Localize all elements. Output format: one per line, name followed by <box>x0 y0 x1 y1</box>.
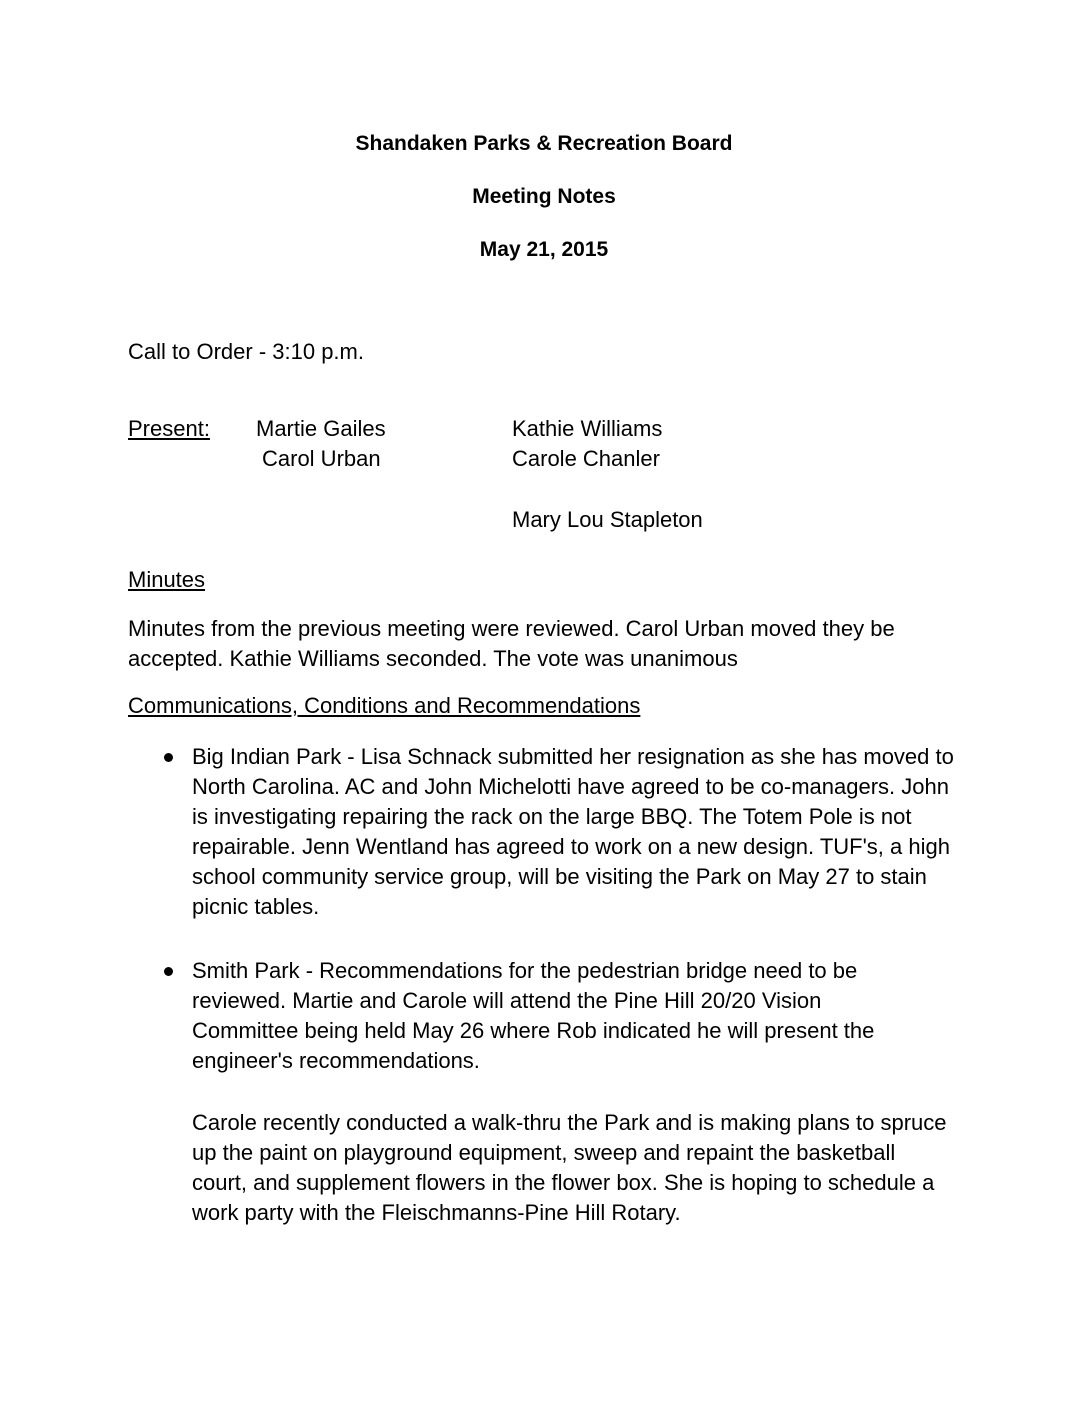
communications-heading: Communications, Conditions and Recommendations <box>128 693 641 718</box>
attendee-name: Martie Gailes <box>256 416 386 441</box>
meeting-date: May 21, 2015 <box>479 238 609 261</box>
attendee-name: Kathie Williams <box>512 416 663 441</box>
document-subtitle: Meeting Notes <box>472 185 616 208</box>
list-item-continuation: Carole recently conducted a walk-thru the Park and is making plans to spruce up the paint on playground equipment, sweep and repaint the basketball court, and supplement flowers in the flower box. She is hoping to schedule a work party with the Fleischmanns-Pine Hill Rotary. <box>192 1110 947 1225</box>
list-item-text: Smith Park - Recommendations for the pedestrian bridge need to be reviewed. Martie and Carole will attend the Pine Hill 20/20 Vision Committee being held May 26 where Rob indicated he will present the engineer's recommendations. <box>192 958 875 1073</box>
attendee-name: Carol Urban <box>262 446 381 471</box>
attendee-name: Carole Chanler <box>512 446 660 471</box>
call-to-order: Call to Order - 3:10 p.m. <box>128 339 364 364</box>
minutes-paragraph: Minutes from the previous meeting were reviewed. Carol Urban moved they be accepted. Kathie Williams seconded. The vote was unanimous <box>128 616 895 671</box>
attendee-name: Mary Lou Stapleton <box>512 507 703 532</box>
present-label: Present: <box>128 416 210 441</box>
minutes-heading: Minutes <box>128 567 206 592</box>
bullet-icon <box>164 753 173 762</box>
bullet-icon <box>164 967 173 976</box>
document-title: Shandaken Parks & Recreation Board <box>355 132 733 155</box>
list-item-text: Big Indian Park - Lisa Schnack submitted her resignation as she has moved to North Carolina. AC and John Michelotti have agreed to be co-managers. John is investigating repairing the rack on the large BBQ. The Totem Pole is not repairable. Jenn Wentland has agreed to work on a new design. TUF's, a high school community service group, will be visiting the Park on May 27 to stain picnic tables. <box>192 744 954 919</box>
